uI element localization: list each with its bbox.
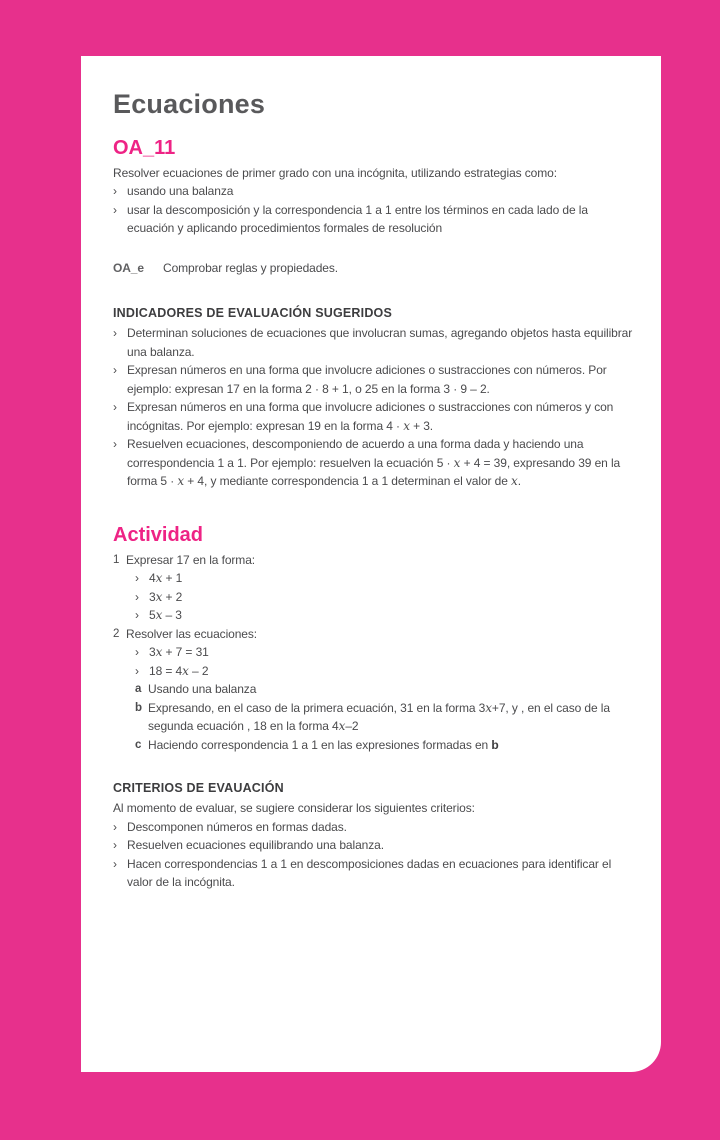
list-item xyxy=(113,836,637,855)
document-card xyxy=(81,56,661,1072)
activity-item-2 xyxy=(113,625,637,644)
bullet-marker: › xyxy=(135,589,139,604)
lettered-item-text: Haciendo correspondencia 1 a 1 en las expresiones formadas en b xyxy=(148,737,499,752)
list-item xyxy=(135,569,637,588)
list-item-text: usando una balanza xyxy=(127,184,234,199)
bullet-marker: › xyxy=(135,645,139,660)
equation-text: 4x + 1 xyxy=(149,571,183,586)
oae-line xyxy=(113,259,637,278)
section-heading-oa11: OA_11 xyxy=(113,136,176,159)
bullet-marker: › xyxy=(113,184,117,199)
lettered-item-b xyxy=(135,699,637,736)
item-letter: c xyxy=(135,738,142,751)
list-item xyxy=(135,606,637,625)
list-item xyxy=(113,435,637,491)
item-letter: b xyxy=(135,701,142,714)
bullet-marker: › xyxy=(113,326,117,341)
activity-item-text: Expresar 17 en la forma: xyxy=(126,552,255,567)
criteria-intro: Al momento de evaluar, se sugiere considerar los siguientes criterios: xyxy=(113,801,475,816)
equation-text: 3x + 2 xyxy=(149,589,183,604)
indicators-bullet-list xyxy=(113,324,637,491)
item-number: 1 xyxy=(113,553,120,566)
list-item-text: Hacen correspondencias 1 a 1 en descomposiciones dadas en ecuaciones para identificar el valor de la incógnita. xyxy=(127,856,612,890)
section-heading-activity: Actividad xyxy=(113,523,204,546)
item-number: 2 xyxy=(113,627,120,640)
list-item-text: Resuelven ecuaciones equilibrando una balanza. xyxy=(127,838,384,853)
item-letter: a xyxy=(135,683,142,696)
list-item xyxy=(135,643,637,662)
page-title: Ecuaciones xyxy=(113,89,266,119)
list-item-text: Resuelven ecuaciones, descomponiendo de acuerdo a una forma dada y haciendo una correspondencia 1 a 1. Por ejemplo: resuelven la ecuación 5 · x + 4 = 39, expresando 39 en la forma 5 · x + 4, y mediante correspondencia 1 a 1 determinan el valor de x. xyxy=(127,437,621,489)
lettered-item-text: Usando una balanza xyxy=(148,682,257,697)
bullet-marker: › xyxy=(113,363,117,378)
list-item-text: Expresan números en una forma que involucre adiciones o sustracciones con números y con incógnitas. Por ejemplo: expresan 19 en la forma 4 · x + 3. xyxy=(127,400,614,433)
list-item xyxy=(113,855,637,892)
bullet-marker: › xyxy=(113,202,117,217)
activity-item-1-sublist xyxy=(135,569,637,625)
bullet-marker: › xyxy=(135,608,139,623)
oae-label: OA_e xyxy=(113,260,144,275)
list-item-text: Determinan soluciones de ecuaciones que involucran sumas, agregando objetos hasta equilibrar una balanza. xyxy=(127,326,633,359)
activity-item-text: Resolver las ecuaciones: xyxy=(126,626,258,641)
bullet-marker: › xyxy=(135,571,139,586)
bullet-marker: › xyxy=(135,663,139,678)
activity-item-1 xyxy=(113,551,637,570)
bullet-marker: › xyxy=(113,819,117,834)
list-item xyxy=(135,588,637,607)
oa11-intro: Resolver ecuaciones de primer grado con una incógnita, utilizando estrategias como: xyxy=(113,165,557,180)
list-item xyxy=(113,361,637,398)
oa11-bullet-list xyxy=(113,182,637,238)
list-item-text: Descomponen números en formas dadas. xyxy=(127,819,347,834)
equation-text: 5x – 3 xyxy=(149,608,182,623)
list-item-text: usar la descomposición y la correspondencia 1 a 1 entre los términos en cada lado de la ecuación y aplicando procedimientos formales de resolución xyxy=(127,202,588,236)
lettered-item-text: Expresando, en el caso de la primera ecuación, 31 en la forma 3x+7, y , en el caso de la segunda ecuación , 18 en la forma 4x–2 xyxy=(148,700,610,734)
bullet-marker: › xyxy=(113,856,117,871)
section-heading-indicators: INDICADORES DE EVALUACIÓN SUGERIDOS xyxy=(113,306,393,321)
equation-text: 3x + 7 = 31 xyxy=(149,645,209,660)
list-item xyxy=(113,324,637,361)
bullet-marker: › xyxy=(113,400,117,415)
activity-list xyxy=(113,551,637,755)
oae-text: Comprobar reglas y propiedades. xyxy=(163,260,338,275)
list-item-text: Expresan números en una forma que involucre adiciones o sustracciones con números. Por ejemplo: expresan 17 en la forma 2 · 8 + 1, o 25 en la forma 3 · 9 – 2. xyxy=(127,363,607,396)
list-item xyxy=(135,662,637,681)
section-heading-criteria: CRITERIOS DE EVAUACIÓN xyxy=(113,781,284,796)
list-item xyxy=(113,182,637,201)
list-item xyxy=(113,201,637,238)
list-item xyxy=(113,818,637,837)
criteria-bullet-list xyxy=(113,818,637,892)
bullet-marker: › xyxy=(113,838,117,853)
lettered-item-c xyxy=(135,736,637,755)
bullet-marker: › xyxy=(113,437,117,452)
activity-item-2-sublist xyxy=(135,643,637,754)
lettered-item-a xyxy=(135,680,637,699)
list-item xyxy=(113,398,637,435)
equation-text: 18 = 4x – 2 xyxy=(149,663,209,678)
